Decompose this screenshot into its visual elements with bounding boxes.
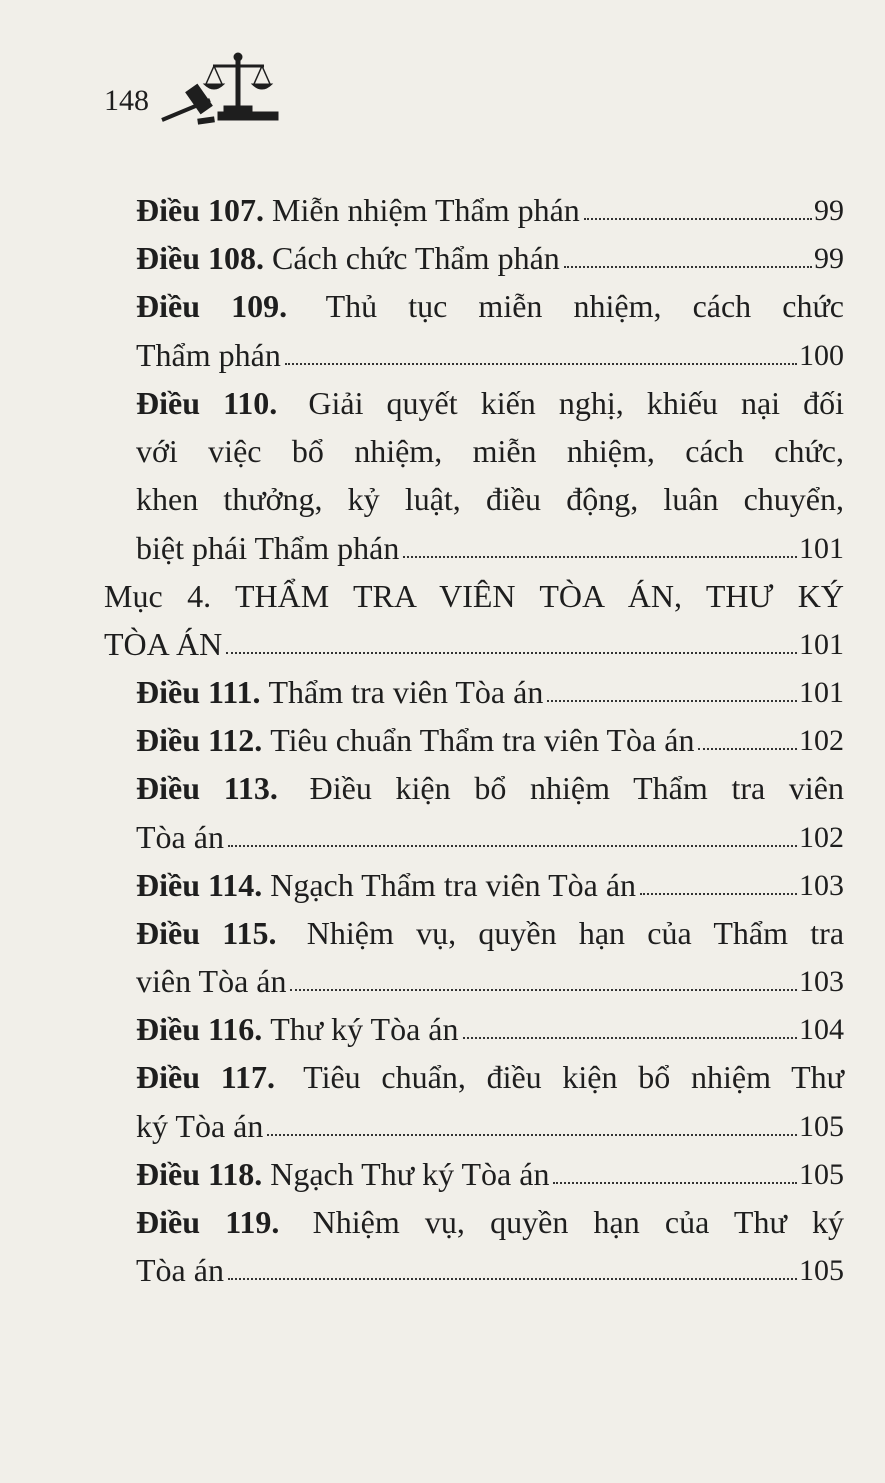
article-title-cont: Thẩm phán: [136, 336, 281, 373]
article-title-cont: viên Tòa án: [136, 963, 287, 1000]
toc-entry-dieu-119[interactable]: [104, 1190, 844, 1238]
article-title-cont: khen thưởng, kỷ luật, điều động, luân chuyển,: [136, 481, 844, 518]
article-number: Điều 119.: [136, 1203, 280, 1240]
article-title: Nhiệm vụ, quyền hạn của Thư ký: [312, 1203, 845, 1240]
article-title: Thư ký Tòa án: [270, 1011, 459, 1048]
article-number: Điều 118.: [136, 1155, 263, 1192]
page-ref: 104: [799, 1013, 844, 1047]
dot-leader: [267, 1134, 797, 1136]
dot-leader: [553, 1182, 797, 1184]
page-ref: 105: [799, 1109, 844, 1143]
page-ref: 102: [799, 724, 844, 758]
page-ref: 103: [799, 965, 844, 999]
toc-entry-dieu-113-cont[interactable]: [104, 804, 844, 855]
toc-entry-dieu-117-cont[interactable]: [104, 1094, 844, 1142]
dot-leader: [228, 1278, 797, 1280]
dot-leader: [463, 1037, 798, 1039]
article-title: Thẩm tra viên Tòa án: [268, 674, 544, 711]
article-title-cont: với việc bổ nhiệm, miễn nhiệm, cách chức,: [136, 432, 844, 469]
toc-entry-dieu-110-line3[interactable]: [104, 467, 844, 518]
dot-leader: [584, 218, 812, 220]
dot-leader: [403, 556, 797, 558]
page-ref: 103: [799, 868, 844, 902]
article-title: Ngạch Thư ký Tòa án: [270, 1155, 550, 1192]
article-number: Điều 110.: [136, 384, 278, 421]
article-title: Điều kiện bổ nhiệm Thẩm tra viên: [309, 770, 845, 807]
page-ref: 101: [799, 676, 844, 710]
toc-entry-dieu-109-cont[interactable]: [104, 323, 844, 371]
section-title: Mục 4. THẨM TRA VIÊN TÒA ÁN, THƯ KÝ: [104, 577, 844, 614]
toc-section-muc-4[interactable]: [104, 564, 844, 612]
table-of-contents: [104, 178, 845, 1289]
dot-leader: [228, 845, 797, 847]
dot-leader: [564, 266, 812, 268]
article-title: Miễn nhiệm Thẩm phán: [272, 192, 580, 229]
article-number: Điều 117.: [136, 1059, 275, 1096]
article-title: Nhiệm vụ, quyền hạn của Thẩm tra: [306, 914, 845, 951]
page-ref: 102: [799, 820, 844, 854]
toc-entry-dieu-110[interactable]: [104, 371, 844, 419]
dot-leader: [698, 748, 797, 750]
page-ref: 105: [799, 1254, 844, 1288]
article-number: Điều 116.: [136, 1011, 263, 1048]
article-number: Điều 113.: [136, 770, 278, 807]
toc-entry-dieu-109[interactable]: [104, 274, 845, 325]
article-title-cont: biệt phái Thẩm phán: [136, 529, 400, 566]
article-title: Tiêu chuẩn, điều kiện bổ nhiệm Thư: [303, 1059, 845, 1096]
scales-of-justice-and-gavel-icon: [158, 48, 288, 126]
article-title-cont: Tòa án: [136, 818, 224, 855]
toc-entry-dieu-113[interactable]: [104, 756, 845, 807]
page-ref: 101: [799, 531, 844, 565]
toc-entry-dieu-118[interactable]: [104, 1142, 844, 1190]
toc-entry-dieu-110-line2[interactable]: [104, 419, 844, 467]
toc-entry-dieu-112[interactable]: [104, 708, 844, 759]
page-ref: 99: [814, 194, 844, 228]
dot-leader: [547, 700, 797, 702]
page-ref: 99: [814, 242, 844, 276]
toc-entry-dieu-114[interactable]: [104, 853, 844, 901]
section-title-cont: TÒA ÁN: [104, 625, 223, 662]
article-number: Điều 112.: [136, 722, 263, 759]
article-title: Cách chức Thẩm phán: [272, 240, 560, 277]
dot-leader: [640, 893, 797, 895]
article-title: Thủ tục miễn nhiệm, cách chức: [325, 288, 845, 325]
toc-entry-dieu-108[interactable]: [104, 226, 844, 277]
toc-entry-dieu-116[interactable]: [104, 997, 844, 1048]
page-ref: 105: [799, 1157, 844, 1191]
article-number: Điều 114.: [136, 866, 263, 903]
article-title: Ngạch Thẩm tra viên Tòa án: [270, 866, 637, 903]
article-number: Điều 107.: [136, 192, 264, 229]
toc-entry-dieu-117[interactable]: [104, 1045, 845, 1096]
article-number: Điều 108.: [136, 240, 264, 277]
toc-entry-dieu-110-line4[interactable]: [104, 515, 844, 566]
article-number: Điều 111.: [136, 674, 261, 711]
toc-entry-dieu-111[interactable]: [104, 660, 844, 711]
article-title-cont: ký Tòa án: [136, 1107, 264, 1144]
article-number: Điều 115.: [136, 914, 277, 951]
toc-entry-dieu-115-cont[interactable]: [104, 949, 844, 1000]
article-title: Tiêu chuẩn Thẩm tra viên Tòa án: [270, 722, 695, 759]
dot-leader: [285, 363, 797, 365]
article-title-cont: Tòa án: [136, 1252, 224, 1289]
toc-section-muc-4-cont[interactable]: [104, 612, 844, 660]
page-ref: 100: [799, 338, 844, 372]
article-title: Giải quyết kiến nghị, khiếu nại đối: [308, 384, 845, 421]
page-ref: 101: [799, 627, 844, 661]
toc-entry-dieu-115[interactable]: [104, 901, 844, 949]
dot-leader: [290, 989, 797, 991]
toc-entry-dieu-107[interactable]: [104, 178, 844, 229]
article-number: Điều 109.: [136, 288, 288, 325]
toc-entry-dieu-119-cont[interactable]: [104, 1238, 844, 1289]
page-number: 148: [104, 84, 149, 117]
dot-leader: [226, 652, 797, 654]
